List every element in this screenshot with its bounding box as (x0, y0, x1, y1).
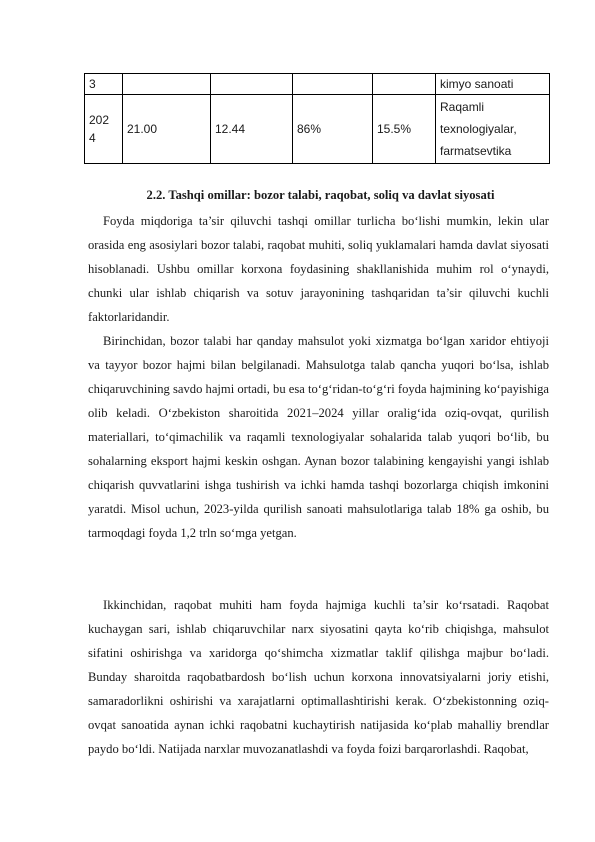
table-cell-sectors: kimyo sanoati (436, 74, 550, 95)
table-cell-year: 3 (85, 74, 123, 95)
table-cell: 12.44 (211, 95, 293, 164)
table-cell-sectors: Raqamli texnologiyalar, farmatsevtika (436, 95, 550, 164)
table-cell (123, 74, 211, 95)
table-cell (211, 74, 293, 95)
paragraph-competition: Ikkinchidan, raqobat muhiti ham foyda hajmiga kuchli ta’sir ko‘rsatadi. Raqobat kuchaygan sari, ishlab chiqaruvchilar narx siyosatini qayta ko‘rib chiqishga, mahsulot sifatini oshirishga va xaridorga qo‘shimcha xizmatlar taklif qilishga majbur bo‘ladi. Bunday sharoitda raqobatbardosh bo‘lish uchun korxona innovatsiyalarni joriy etishi, samaradorlikni oshirishi va xarajatlarni optimallashtirishi kerak. O‘zbekistonning oziq-ovqat sanoatida aynan ichki raqobatni kuchaytirish natijasida ko‘plab mahalliy brendlar paydo bo‘ldi. Natijada narxlar muvozanatlashdi va foyda foizi barqarorlashdi. Raqobat, (88, 598, 549, 756)
table-cell (373, 74, 436, 95)
table-cell: 21.00 (123, 95, 211, 164)
section-heading: 2.2. Tashqi omillar: bozor talabi, raqobat, soliq va davlat siyosati (146, 188, 495, 202)
data-table (84, 73, 550, 164)
table-cell-year: 202 4 (85, 95, 123, 164)
table-cell: 86% (293, 95, 373, 164)
table-cell: 15.5% (373, 95, 436, 164)
paragraph-demand: Birinchidan, bozor talabi har qanday mahsulot yoki xizmatga bo‘lgan xaridor ehtiyoji va tayyor bozor hajmi bilan belgilanadi. Mahsulotga talab qancha yuqori bo‘lsa, ishlab chiqaruvchining savdo hajmi ortadi, bu esa to‘g‘ridan-to‘g‘ri foyda hajmining ko‘payishiga olib keladi. O‘zbekiston sharoitida 2021–2024 yillar oralig‘ida oziq-ovqat, qurilish materiallari, to‘qimachilik va raqamli texnologiyalar sohalarida talab yuqori bo‘lib, bu sohalarning eksport hajmi keskin oshgan. Aynan bozor talabining kengayishi yangi ishlab chiqarish quvvatlarini ishga tushirish va ichki hamda tashqi bozorlarga chiqish imkonini yaratdi. Misol uchun, 2023-yilda qurilish sanoati mahsulotlariga talab 18% ga oshib, bu tarmoqdagi foyda 1,2 trln so‘mga yetgan. (88, 334, 549, 540)
table-row (85, 95, 550, 164)
paragraph-intro: Foyda miqdoriga ta’sir qiluvchi tashqi omillar turlicha bo‘lishi mumkin, lekin ular orasida eng asosiylari bozor talabi, raqobat muhiti, soliq yuklamalari hamda davlat siyosati hisoblanadi. Ushbu omillar korxona foydasining shakllanishida muhim rol o‘ynaydi, chunki ular ishlab chiqarish va sotuv jarayonining tashqaridan ta’sir qiluvchi kuchli faktorlaridandir. (88, 214, 549, 324)
table-row (85, 74, 550, 95)
table-cell (293, 74, 373, 95)
